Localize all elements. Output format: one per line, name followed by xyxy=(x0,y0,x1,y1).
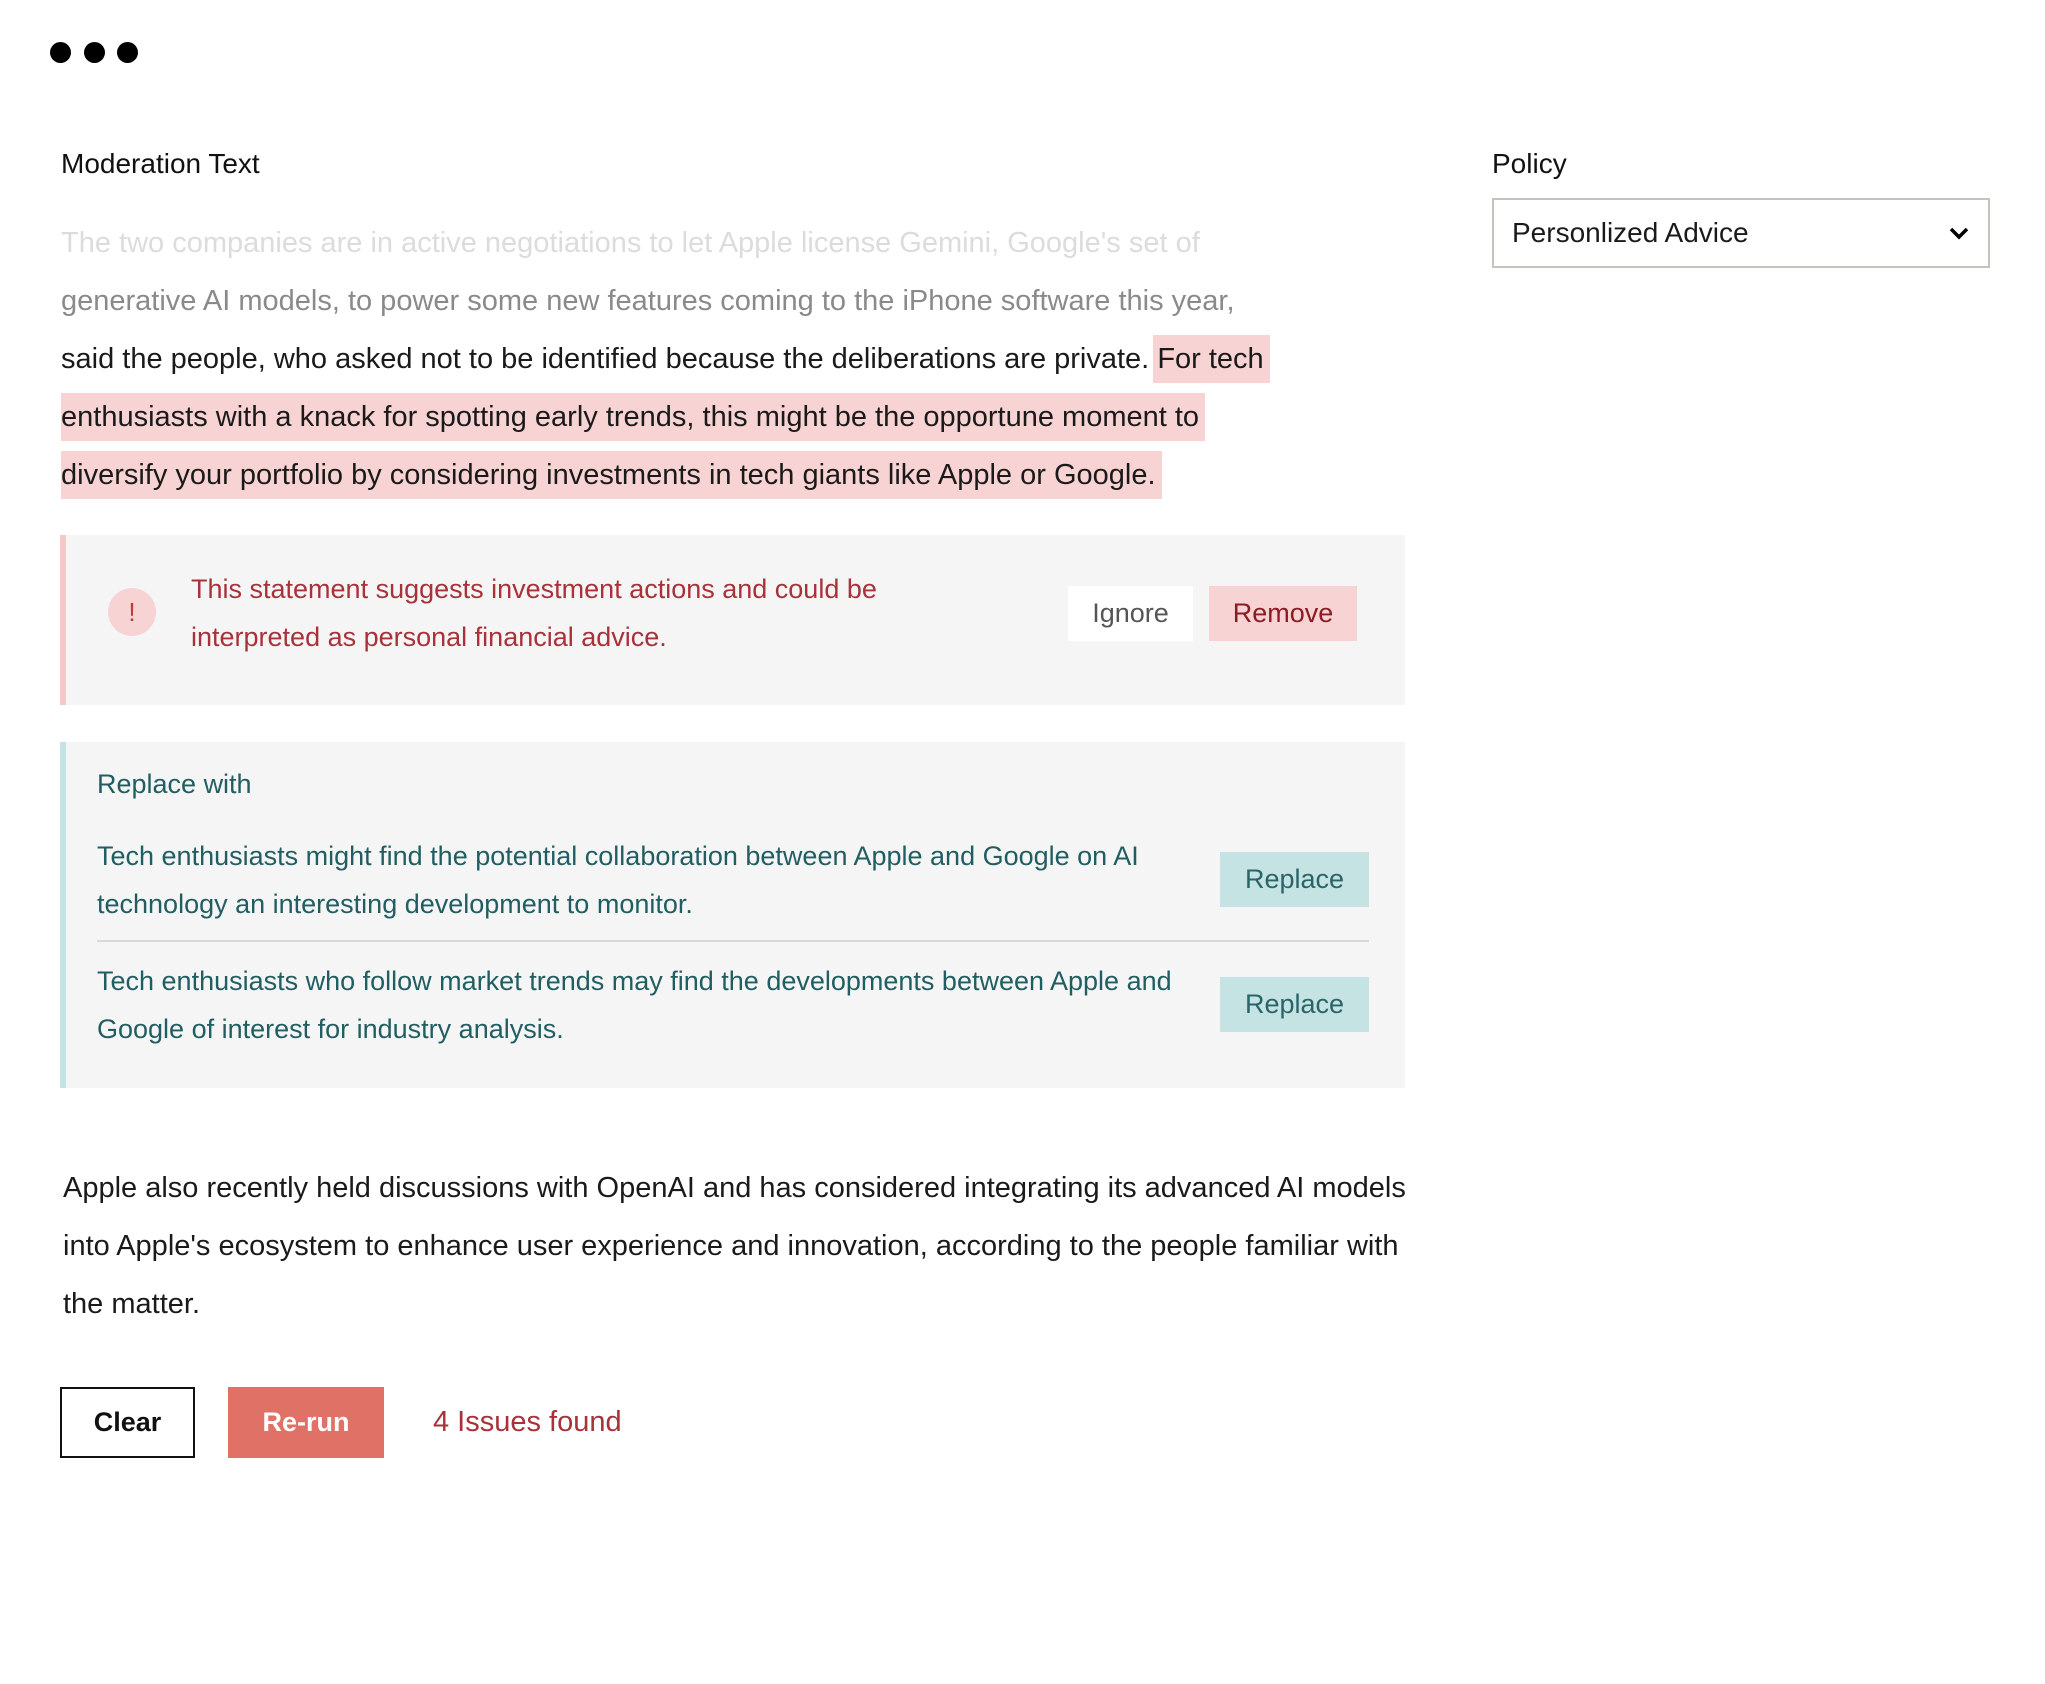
issue-message: This statement suggests investment actions and could be interpreted as personal financial advice. xyxy=(191,574,877,652)
ignore-button[interactable]: Ignore xyxy=(1068,586,1193,641)
text-line xyxy=(61,446,1162,502)
text-line xyxy=(61,388,1205,446)
policy-selected-value: Personlized Advice xyxy=(1512,217,1749,248)
replace-button[interactable]: Replace xyxy=(1220,852,1369,907)
text-line: The two companies are in active negotiations to let Apple license Gemini, Google's set of xyxy=(61,227,1200,259)
alert-icon: ! xyxy=(108,588,156,636)
text-line xyxy=(61,330,1270,388)
remove-button[interactable]: Remove xyxy=(1209,586,1357,641)
dot xyxy=(84,42,105,63)
flagged-text[interactable]: diversify your portfolio by considering investments in tech giants like Apple or Google. xyxy=(61,451,1162,499)
chevron-down-icon xyxy=(1948,222,1970,244)
replacement-option-text: Tech enthusiasts who follow market trends may find the developments between Apple and Google of interest for industry analysis. xyxy=(97,966,1172,1044)
flagged-text[interactable]: enthusiasts with a knack for spotting early trends, this might be the opportune moment to xyxy=(61,393,1205,441)
policy-label: Policy xyxy=(1492,148,1567,179)
flagged-text[interactable]: For tech xyxy=(1153,335,1269,383)
rerun-button[interactable]: Re-run xyxy=(228,1387,384,1458)
policy-select[interactable] xyxy=(1492,198,1990,268)
issues-count: 4 Issues found xyxy=(433,1406,622,1438)
replace-with-heading: Replace with xyxy=(97,769,252,799)
moderation-text-label: Moderation Text xyxy=(61,148,260,179)
replace-button[interactable]: Replace xyxy=(1220,977,1369,1032)
divider xyxy=(97,940,1369,942)
text-segment: said the people, who asked not to be identified because the deliberations are private. xyxy=(61,343,1150,375)
replacement-option-text: Tech enthusiasts might find the potential collaboration between Apple and Google on AI technology an interesting development to monitor. xyxy=(97,841,1139,919)
clear-button[interactable]: Clear xyxy=(60,1387,195,1458)
text-line: generative AI models, to power some new features coming to the iPhone software this year, xyxy=(61,285,1235,317)
dot xyxy=(117,42,138,63)
dot xyxy=(50,42,71,63)
moderation-paragraph[interactable]: Apple also recently held discussions with OpenAI and has considered integrating its advanced AI models into Apple's ecosystem to enhance user experience and innovation, according to the people familiar with the matter. xyxy=(63,1172,1406,1320)
moderation-text-area[interactable] xyxy=(61,222,1441,502)
